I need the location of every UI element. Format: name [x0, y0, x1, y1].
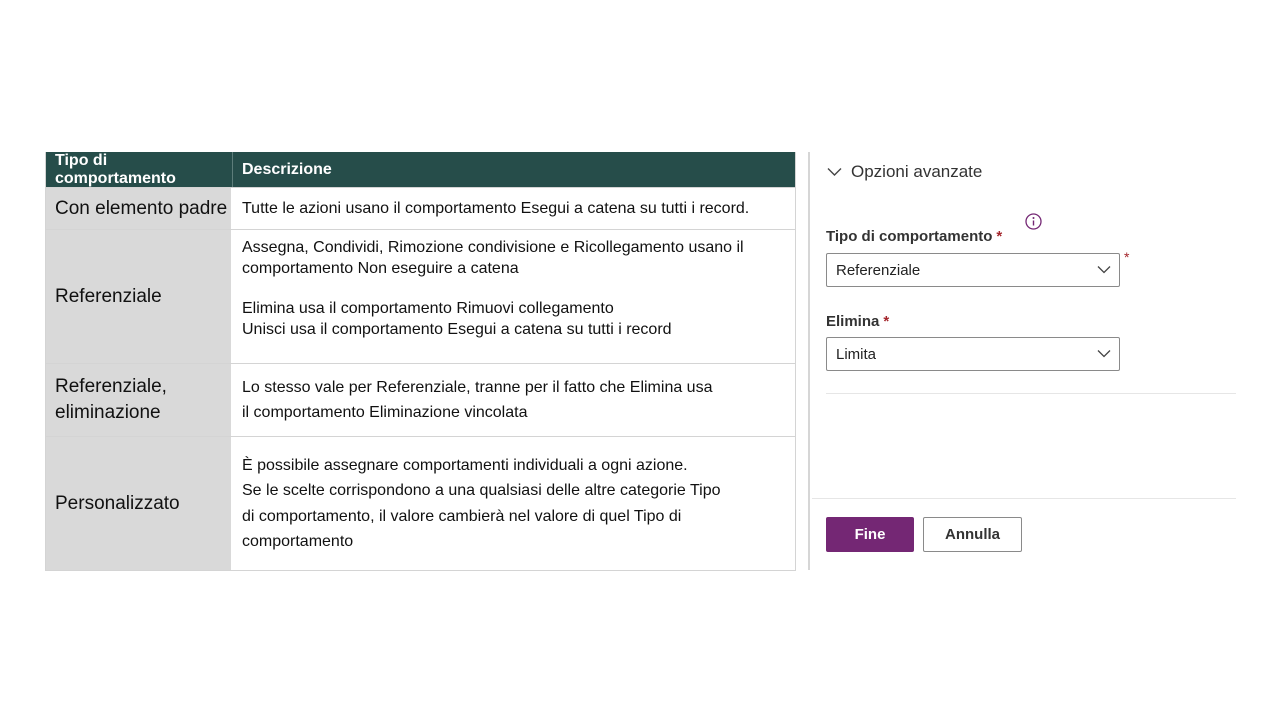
- description-line: È possibile assegnare comportamenti individuali a ogni azione.: [242, 456, 688, 474]
- chevron-down-icon: [827, 167, 842, 177]
- row-type-line: eliminazione: [55, 402, 161, 423]
- row-description: [233, 364, 795, 436]
- delete-dropdown[interactable]: [826, 337, 1120, 371]
- row-description: [233, 188, 795, 229]
- table-row: [46, 436, 795, 570]
- description-line: Elimina usa il comportamento Rimuovi collegamento: [242, 300, 614, 317]
- behavior-type-label: [826, 228, 1002, 245]
- advanced-options-label: Opzioni avanzate: [851, 162, 983, 181]
- chevron-down-icon: [1097, 265, 1111, 274]
- table-row: [46, 363, 795, 436]
- required-indicator: *: [1124, 249, 1130, 265]
- row-type-line: Referenziale,: [55, 376, 167, 397]
- required-mark: *: [996, 228, 1003, 245]
- chevron-down-icon: [1097, 349, 1111, 358]
- behavior-type-dropdown[interactable]: [826, 253, 1120, 287]
- advanced-options-toggle[interactable]: [827, 159, 982, 185]
- description-line: Unisci usa il comportamento Esegui a catena su tutti i record: [242, 321, 672, 338]
- info-icon[interactable]: [1025, 213, 1042, 230]
- table-header-row: [46, 152, 795, 187]
- header-type: Tipo di comportamento: [46, 152, 233, 187]
- behavior-type-value: Referenziale: [836, 261, 921, 279]
- description-line: Se le scelte corrispondono a una qualsiasi delle altre categorie Tipo: [242, 482, 721, 499]
- delete-label: [826, 313, 889, 330]
- cancel-button[interactable]: Annulla: [923, 517, 1022, 552]
- behavior-type-label-text: Tipo di comportamento: [826, 228, 993, 245]
- panel-divider: [808, 152, 810, 570]
- row-type: Personalizzato: [46, 437, 233, 570]
- description-line: Assegna, Condividi, Rimozione condivisione e Ricollegamento usano il: [242, 239, 744, 256]
- table-row: [46, 229, 795, 363]
- delete-label-text: Elimina: [826, 313, 880, 330]
- footer-divider: [812, 498, 1236, 499]
- done-button[interactable]: Fine: [826, 517, 914, 552]
- row-type: [46, 364, 233, 436]
- row-description: [233, 230, 795, 363]
- behavior-table: [45, 152, 796, 571]
- required-mark: *: [883, 313, 890, 330]
- description-line: il comportamento Eliminazione vincolata: [242, 404, 528, 421]
- description-line: Lo stesso vale per Referenziale, tranne per il fatto che Elimina usa: [242, 379, 713, 396]
- table-row: [46, 187, 795, 229]
- row-type: Referenziale: [46, 230, 233, 363]
- description-line: Tutte le azioni usano il comportamento Esegui a catena su tutti i record.: [242, 200, 750, 217]
- row-description: [233, 437, 795, 570]
- description-line: comportamento Non eseguire a catena: [242, 260, 519, 277]
- section-divider: [826, 393, 1236, 394]
- paragraph-gap: [242, 279, 789, 298]
- description-line: di comportamento, il valore cambierà nel valore di quel Tipo di: [242, 507, 682, 525]
- delete-value: Limita: [836, 345, 877, 363]
- row-type: Con elemento padre: [46, 188, 233, 229]
- description-line: comportamento: [242, 533, 354, 550]
- header-description: Descrizione: [242, 161, 332, 178]
